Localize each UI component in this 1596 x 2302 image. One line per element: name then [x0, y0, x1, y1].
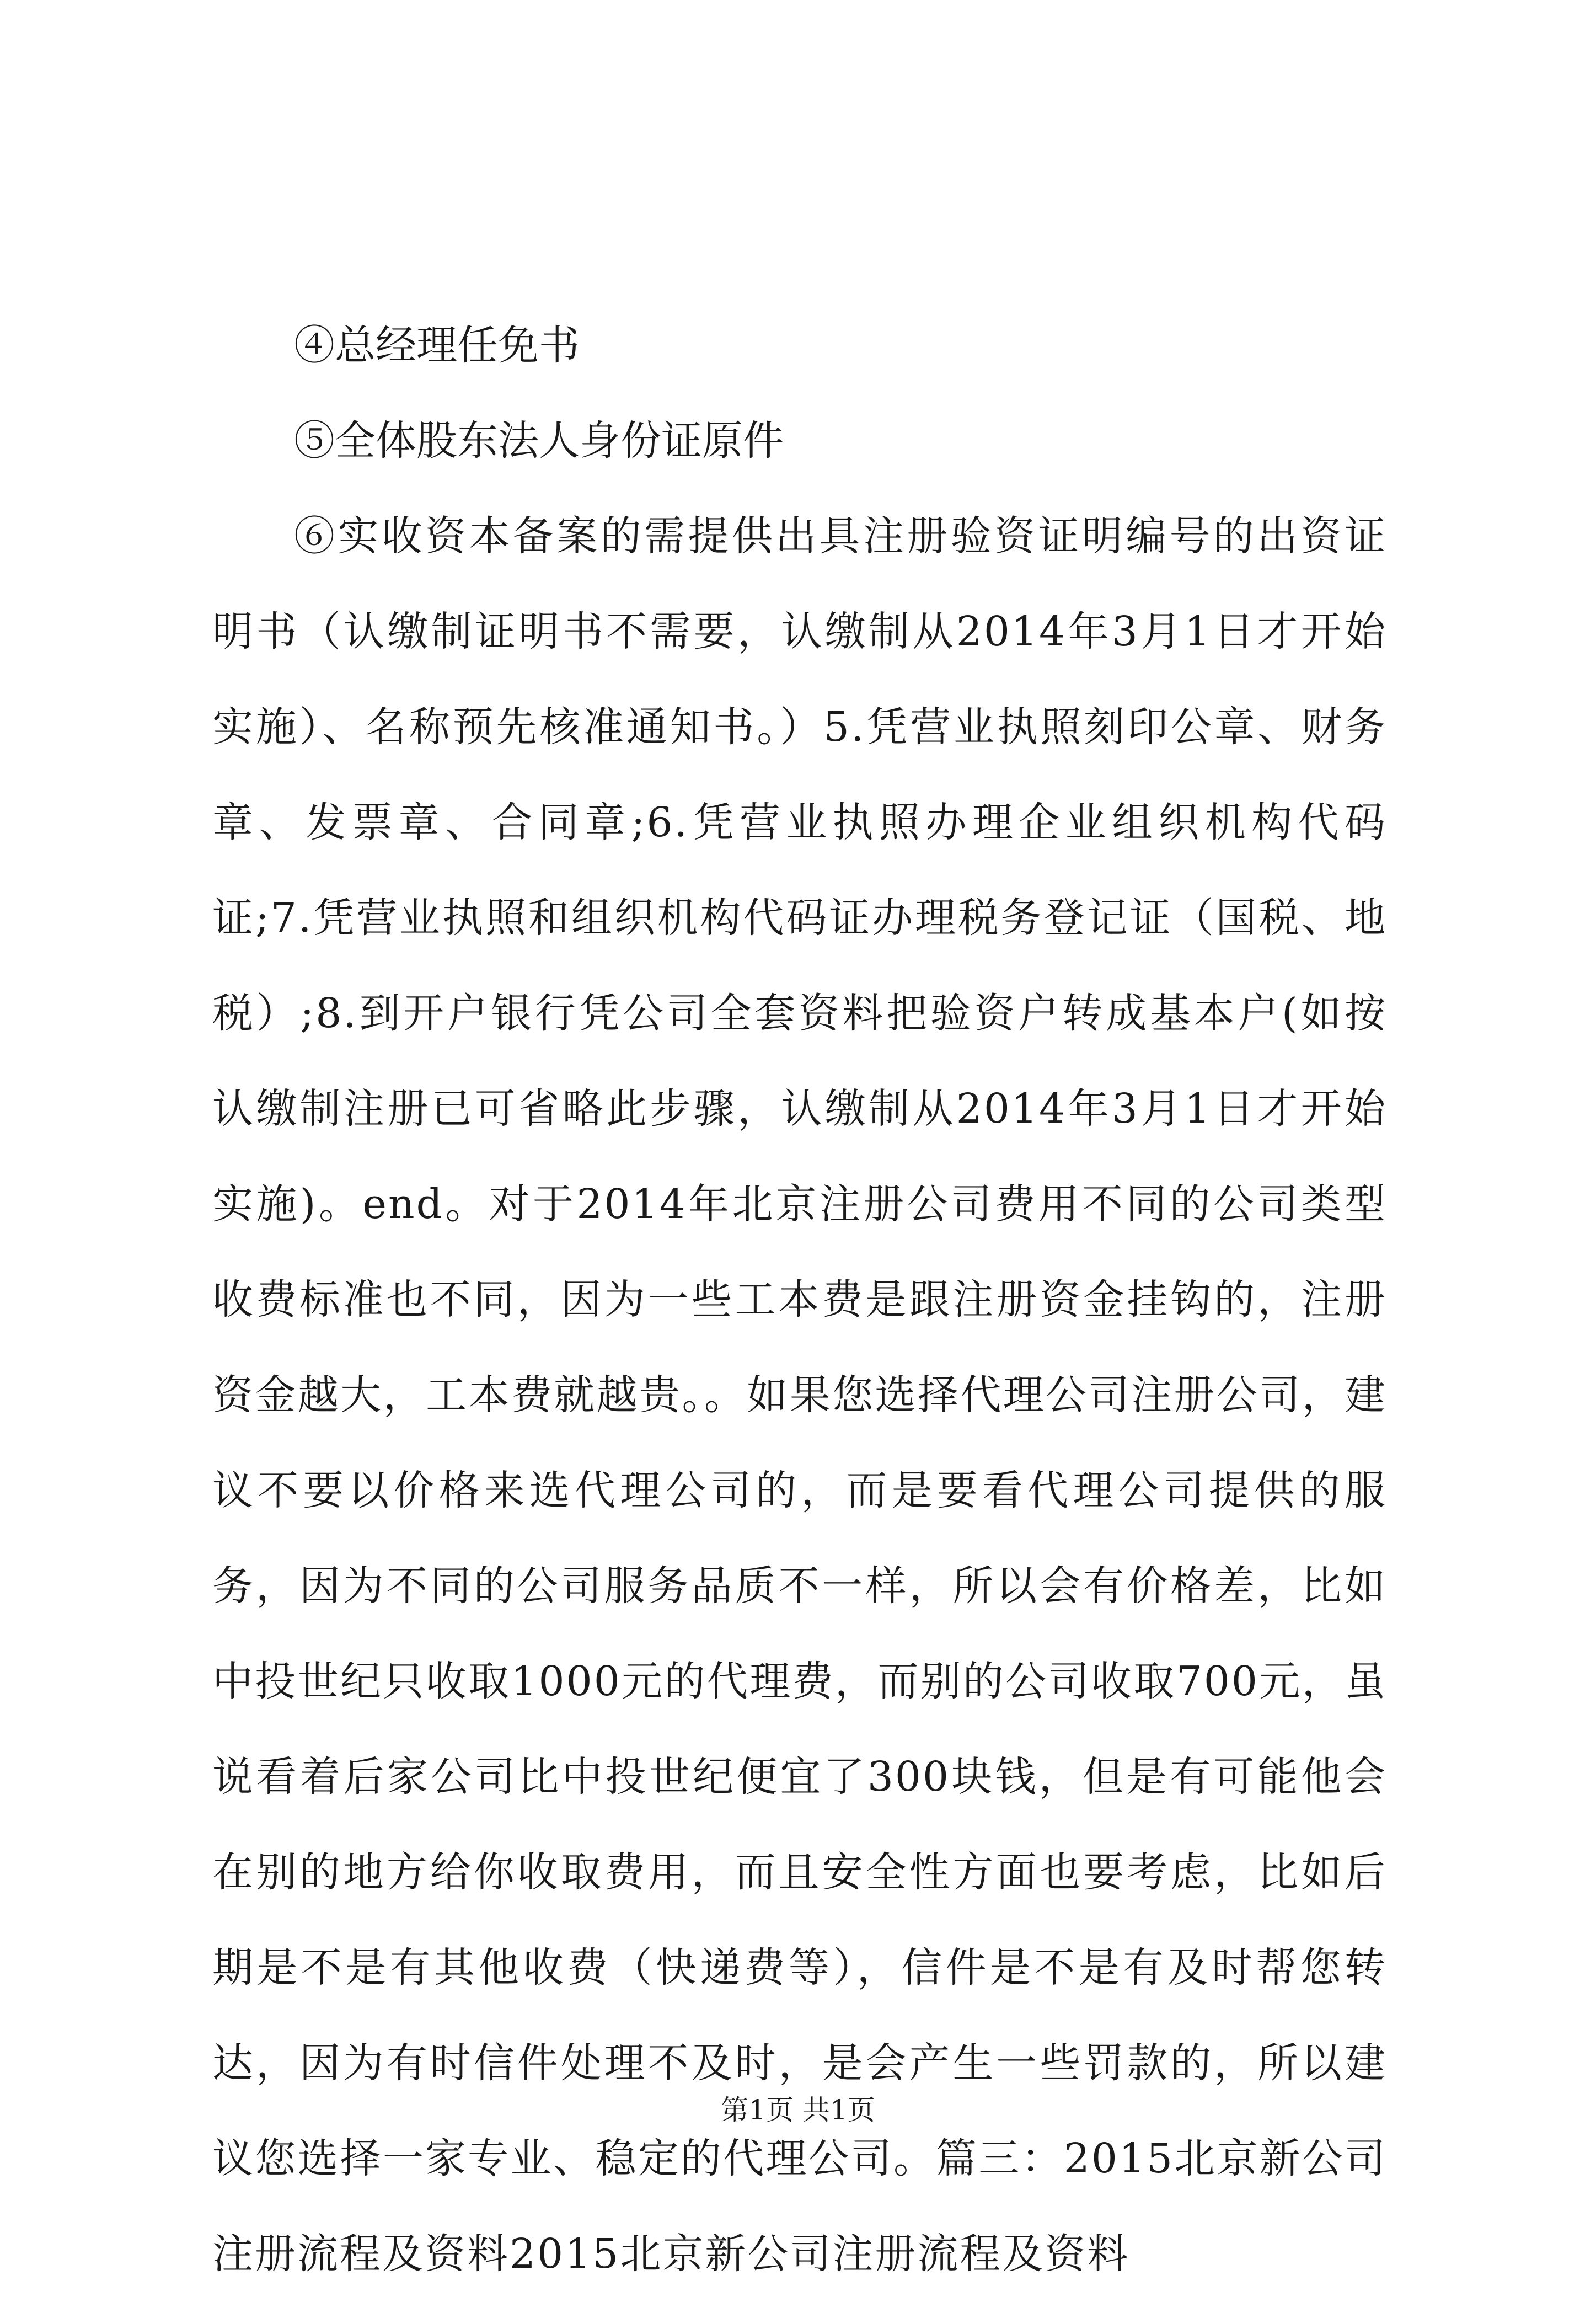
list-item-shareholder-id-originals: ⑤全体股东法人身份证原件	[294, 417, 784, 464]
document-body	[212, 298, 1387, 2302]
list-item-general-manager-appointment: ④总经理任免书	[294, 322, 580, 369]
page-footer: 第1页 共1页	[721, 2094, 875, 2126]
body-paragraph: ⑥实收资本备案的需提供出具注册验资证明编号的出资证明书（认缴制证明书不需要，认缴制从2014年3月1日才开始实施）、名称预先核准通知书。）5.凭营业执照刻印公章、财务章、发票章、合同章;6.凭营业执照办理企业组织机构代码证;7.凭营业执照和组织机构代码证办理税务登记证（国税、地税）;8.到开户银行凭公司全套资料把验资户转成基本户(如按认缴制注册已可省略此步骤，认缴制从2014年3月1日才开始实施)。end。对于2014年北京注册公司费用不同的公司类型收费标准也不同，因为一些工本费是跟注册资金挂钩的，注册资金越大，工本费就越贵。。如果您选择代理公司注册公司，建议不要以价格来选代理公司的，而是要看代理公司提供的服务，因为不同的公司服务品质不一样，所以会有价格差，比如中投世纪只收取1000元的代理费，而别的公司收取700元，虽说看着后家公司比中投世纪便宜了300块钱，但是有可能他会在别的地方给你收取费用，而且安全性方面也要考虑，比如后期是不是有其他收费（快递费等），信件是不是有及时帮您转达，因为有时信件处理不及时，是会产生一些罚款的，所以建议您选择一家专业、稳定的代理公司。篇三：2015北京新公司注册流程及资料2015北京新公司注册流程及资料	[212, 512, 1387, 2278]
